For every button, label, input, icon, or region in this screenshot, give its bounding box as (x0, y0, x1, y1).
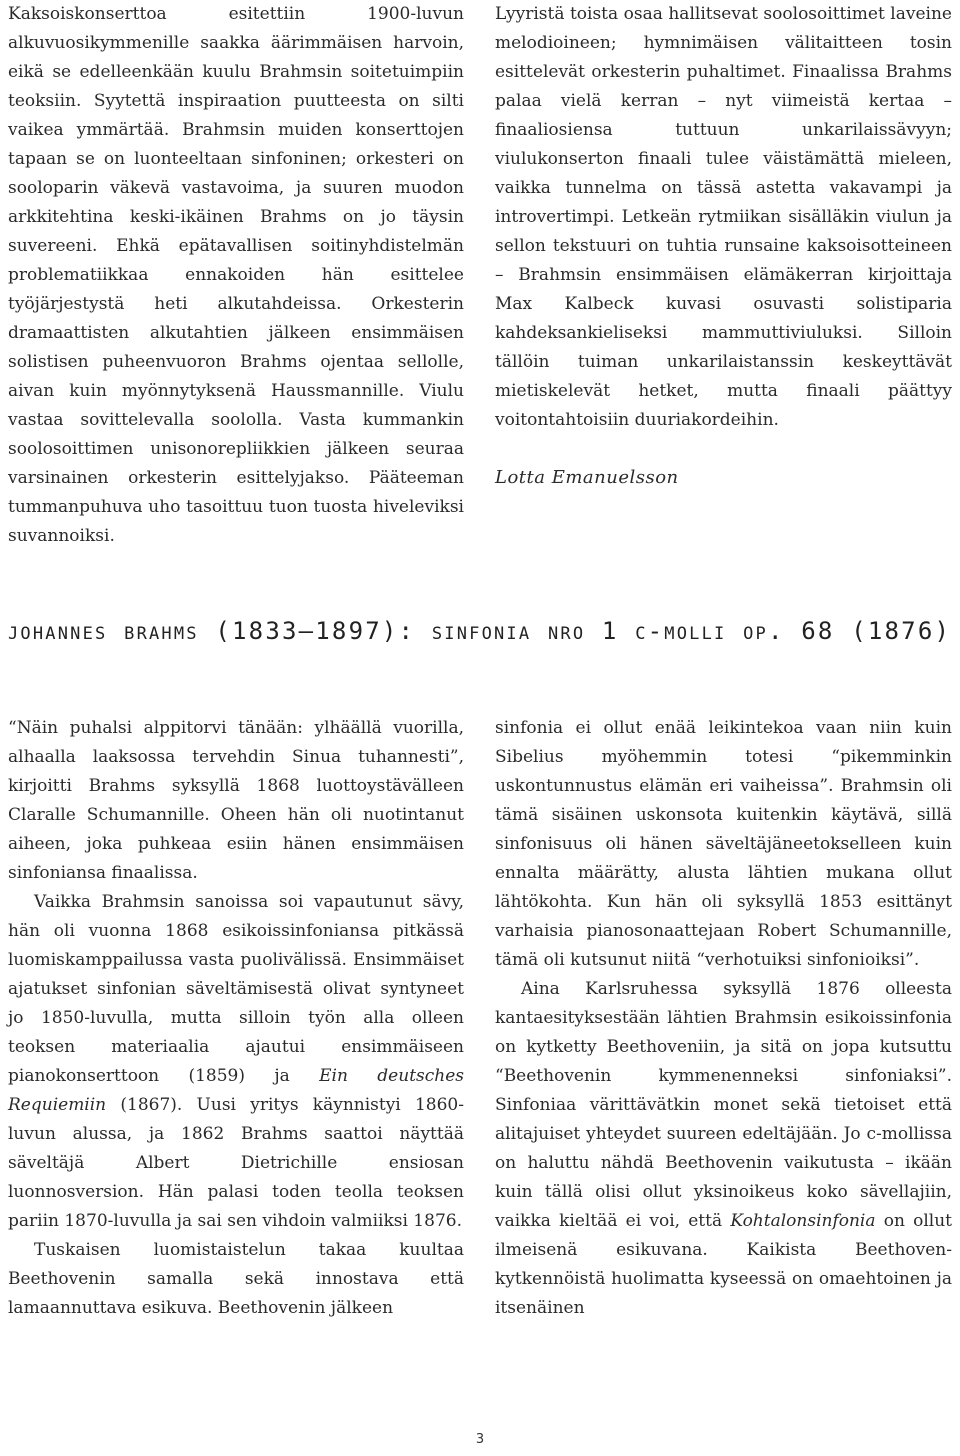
upper-left-column (8, 0, 464, 551)
lower-right-column (495, 714, 952, 1323)
upper-right-paragraph: Lyyristä toista osaa hallitsevat soolosoittimet laveine melodioineen; hymnimäisen välitaitteen tosin esittelevät orkesterin puhaltimet. Finaalissa Brahms palaa vielä kerran – nyt viimeistä kertaa – finaaliosiensa tuttuun unkarilaissävyyn; viulukonserton finaali tulee väistämättä mieleen, vaikka tunnelma on tässä astetta vakavampi ja introvertimpi. Letkeän rytmiikan sisälläkin viulun ja sellon tekstuuri on tuhtia runsaine kaksoisotteineen – Brahmsin ensimmäisen elämäkerran kirjoittaja Max Kalbeck kuvasi osuvasti solistiparia kahdeksankieliseksi mammuttiviuluksi. Silloin tällöin tuiman unkarilaistanssin keskeyttävät mietiskelevät hetket, mutta finaali päättyy voitontahtoisiin duuriakordeihin. (495, 4, 952, 430)
lower-left-column (8, 714, 464, 1323)
lower-paragraph-4 (495, 975, 952, 1323)
lower-paragraph-4-text-b: on ollut ilmeisenä esikuvana. Kaikista Beethoven-kytkennöistä huolimatta kyseessä on omaehtoinen ja itsenäinen (495, 1211, 952, 1318)
upper-right-column (495, 0, 952, 492)
lower-paragraph-4-text-a: Aina Karlsruhessa syksyllä 1876 olleesta kantaesityksestään lähtien Brahmsin esikoissinfonia on kytketty Beethoveniin, ja sitä on jopa kutsuttu “Beethovenin kymmenenneksi sinfoniaksi”. Sinfoniaa värittävätkin monet sekä tietoiset että alitajuiset yhteydet suureen edeltäjään. Jo c-mollissa on haluttu nähdä Beethovenin vaikutusta – ikään kuin tällä olisi ollut yksinoikeus koko sävellajiin, vaikka kieltää ei voi, että (495, 979, 952, 1231)
upper-left-paragraph: Kaksoiskonserttoa esitettiin 1900-luvun alkuvuosikymmenille saakka äärimmäisen harvoin, eikä se edelleenkään kuulu Brahmsin soitetuimpiin teoksiin. Syytettä inspiraation puutteesta on silti vaikea ymmärtää. Brahmsin muiden konserttojen tapaan se on luonteeltaan sinfoninen; orkesteri on sooloparin väkevä vastavoima, ja suuren muodon arkkitehtina keski-ikäinen Brahms on jo täysin suvereeni. Ehkä epätavallisen soitinyhdistelmän problematiikkaa ennakoiden hän esittelee työjärjestystä heti alkutahdeissa. Orkesterin dramaattisten alkutahtien jälkeen ensimmäisen solistisen puheenvuoron Brahms ojentaa sellolle, aivan kuin myönnytyksenä Haussmannille. Viulu vastaa sovittelevalla soololla. Vasta kummankin soolosoittimen unisonorepliikkien jälkeen seuraa varsinainen orkesterin esittelyjakso. Pääteeman tummanpuhuva uho tasoittuu tuon tuosta hiveleviksi suvannoiksi. (8, 4, 464, 546)
kohtalonsinfonia-title: Kohtalonsinfonia (730, 1211, 876, 1231)
lower-paragraph-2-text-a: Vaikka Brahmsin sanoissa soi vapautunut sävy, hän oli vuonna 1868 esikoissinfoniansa pitkässä luomiskamppailussa vasta puolivälissä. Ensimmäiset ajatukset sinfonian säveltämisestä olivat syntyneet jo 1850-luvulla, mutta silloin työn alla olleen teoksen materiaalia ajautui ensimmäiseen pianokonserttoon (1859) ja (8, 892, 464, 1086)
lower-paragraph-3: Tuskaisen luomistaistelun takaa kuultaa Beethovenin samalla sekä innostava että lamaannuttava esikuva. Beethovenin jälkeen (8, 1240, 464, 1318)
author-signature: Lotta Emanuelsson (495, 467, 679, 488)
lower-paragraph-2-text-b: (1867). Uusi yritys käynnistyi 1860-luvun alussa, ja 1862 Brahms saattoi näyttää säveltäjä Albert Dietrichille ensiosan luonnosversion. Hän palasi toden teolla teoksen pariin 1870-luvulla ja sai sen vihdoin valmiiksi 1876. (8, 1095, 464, 1231)
lower-paragraph-1: “Näin puhalsi alppitorvi tänään: ylhäällä vuorilla, alhaalla laaksossa tervehdin Sinua tuhannesti”, kirjoitti Brahms syksyllä 1868 luottoystävälleen Claralle Schumannille. Oheen hän oli nuotintanut aiheen, joka puhkeaa esiin hänen ensimmäisen sinfoniansa finaalissa. (8, 718, 464, 883)
requiem-title: Ein deutsches Requiemiin (8, 1066, 464, 1115)
lower-paragraph-2 (8, 888, 464, 1236)
page-number: 3 (475, 1432, 485, 1447)
lower-paragraph-3-continuation: sinfonia ei ollut enää leikintekoa vaan niin kuin Sibelius myöhemmin totesi “pikemminkin uskontunnustus elämän eri vaiheissa”. Brahmsin oli tämä sisäinen uskonsota kuitenkin käytävä, sillä sinfonisuus oli hänen säveltäjäneetokselleen kuin ennalta määrätty, alusta lähtien mukana ollut lähtökohta. Kun hän oli syksyllä 1853 esittänyt varhaisia pianosonaattejaan Robert Schumannille, tämä oli kutsunut niitä “verhotuiksi sinfonioiksi”. (495, 718, 952, 970)
section-heading: johannes brahms (1833–1897): sinfonia nro 1 c-molli op. 68 (1876) (8, 617, 952, 645)
